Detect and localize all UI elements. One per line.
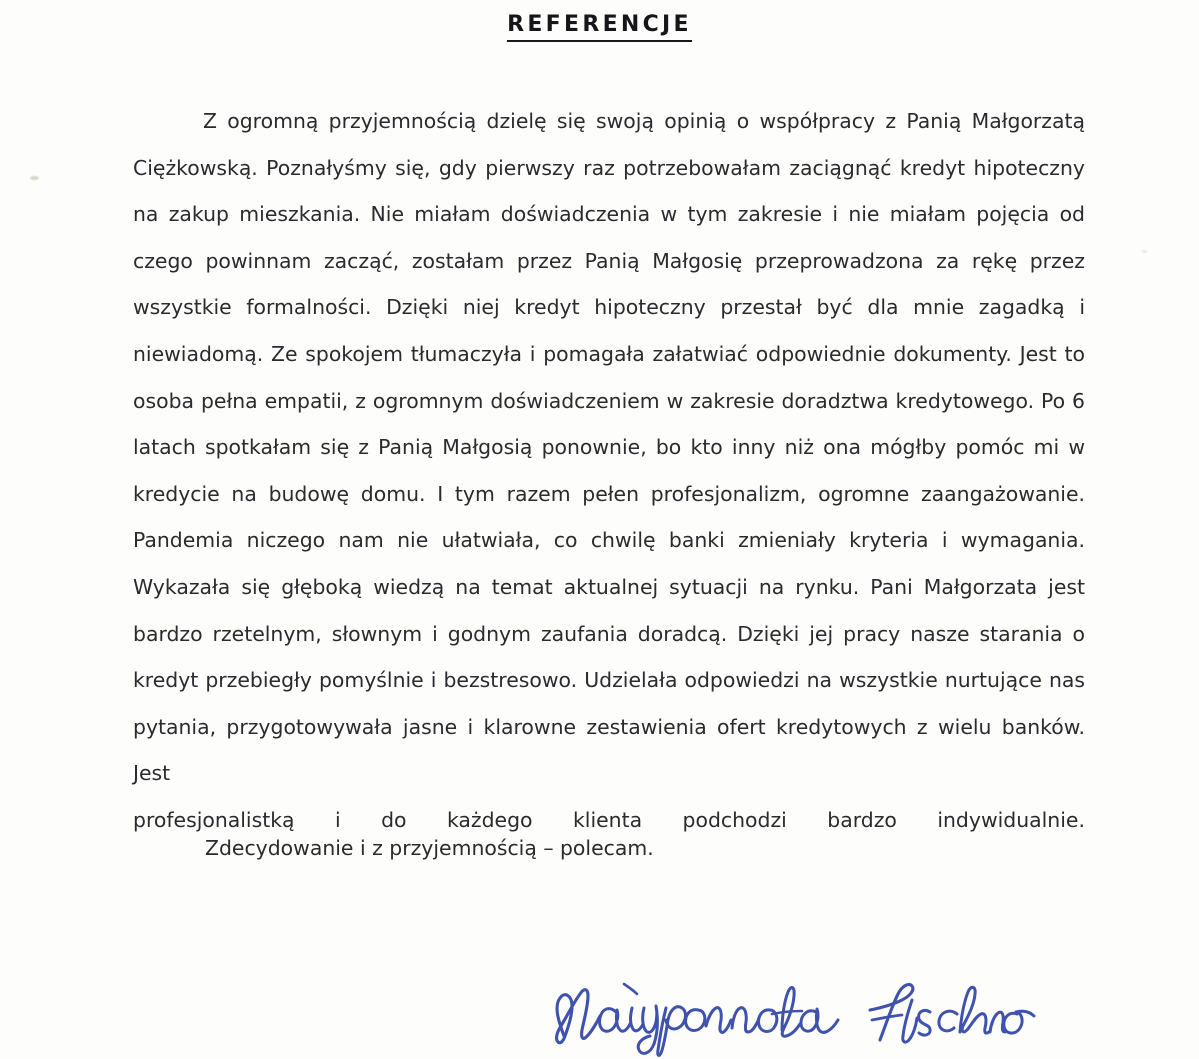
body-paragraph: Z ogromną przyjemnością dzielę się swoją opinią o współpracy z Panią Małgorzatą Ciężkowską. Poznałyśmy się, gdy pierwszy raz potrzebowałam zaciągnąć kredyt hipoteczny na zakup mieszkania. Nie miałam doświadczenia w tym zakresie i nie miałam pojęcia od czego powinnam zacząć, zostałam przez Panią Małgosię przeprowadzona za rękę przez wszystkie formalności. Dzięki niej kredyt hipoteczny przestał być dla mnie zagadką i niewiadomą. Ze spokojem tłumaczyła i pomagała załatwiać odpowiednie dokumenty. Jest to osoba pełna empatii, z ogromnym doświadczeniem w zakresie doradztwa kredytowego. Po 6 latach spotkałam się z Panią Małgosią ponownie, bo kto inny niż ona mógłby pomóc mi w kredycie na budowę domu. I tym razem pełen profesjonalizm, ogromne zaangażowanie. Pandemia niczego nam nie ułatwiała, co chwilę banki zmieniały kryteria i wymagania. Wykazała się głęboką wiedzą na temat aktualnej sytuacji na rynku. Pani Małgorzata jest bardzo rzetelnym, słownym i godnym zaufania doradcą. Dzięki jej pracy nasze starania o kredyt przebiegły pomyślnie i bezstresowo. Udzielała odpowiedzi na wszystkie nurtujące nas pytania, przygotowywała jasne i klarowne zestawienia ofert kredytowych z wielu banków. Jest bbox=[133, 109, 1085, 786]
scan-artifact-smudge bbox=[30, 176, 39, 180]
handwritten-signature bbox=[520, 958, 1040, 1058]
last-line-word: podchodzi bbox=[682, 807, 787, 832]
last-line-word: profesjonalistką bbox=[133, 807, 295, 832]
last-line-word: indywidualnie. bbox=[937, 807, 1085, 832]
closing-line: Zdecydowanie i z przyjemnością – polecam. bbox=[205, 836, 654, 860]
scan-artifact-smudge-secondary bbox=[1142, 250, 1147, 253]
page-title-text: REFERENCJE bbox=[507, 12, 692, 42]
last-line-word: bardzo bbox=[827, 807, 897, 832]
last-line-word: do bbox=[381, 807, 407, 832]
letter-body bbox=[133, 98, 1085, 844]
last-line-word: każdego bbox=[446, 807, 533, 832]
page-title bbox=[0, 12, 1199, 42]
last-line-word: klienta bbox=[572, 807, 643, 832]
last-line-word: i bbox=[334, 807, 341, 832]
